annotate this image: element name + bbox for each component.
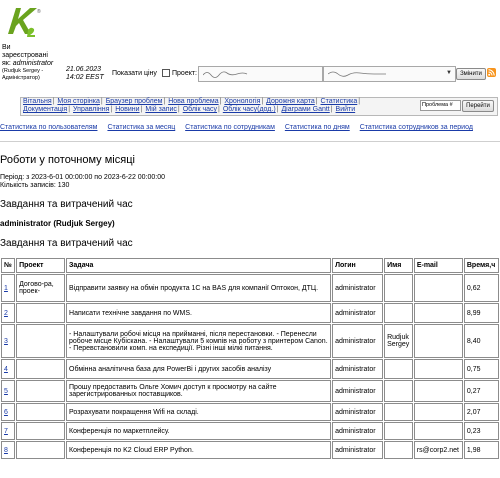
- svg-text:®: ®: [37, 9, 41, 15]
- row-task: Відправити заявку на обмін продукта 1С на BAS для компанії Оптокон, ДТЦ.: [69, 284, 319, 292]
- col-header-login: Логин: [332, 258, 383, 273]
- current-time: 14:02 EEST: [66, 74, 104, 81]
- go-button[interactable]: Перейти: [462, 100, 494, 112]
- row-time: 8,99: [466, 309, 481, 317]
- row-number-link[interactable]: 7: [4, 427, 8, 435]
- row-project-cell: [16, 324, 65, 358]
- row-login-cell: [332, 403, 383, 421]
- page-title: Роботи у поточному місяці: [0, 154, 135, 166]
- user-line2: зареєстровані: [2, 52, 48, 59]
- project-checkbox[interactable]: [162, 69, 170, 77]
- row-name-cell: [384, 441, 413, 459]
- stats-link-users[interactable]: Статистика по пользователям: [0, 124, 98, 131]
- row-task: Обмінна аналітична база для PowerBi і других засобів аналізу: [69, 365, 272, 373]
- row-email-cell: [414, 303, 463, 323]
- row-email-cell: [414, 403, 463, 421]
- row-time: 2,07: [466, 408, 481, 416]
- menu-item-manage[interactable]: Управління: [73, 106, 110, 113]
- row-time-cell: [464, 441, 499, 459]
- row-time-cell: [464, 359, 499, 379]
- row-number-link-cell[interactable]: [1, 359, 15, 379]
- row-number-link[interactable]: 6: [4, 408, 8, 416]
- divider: [0, 141, 500, 142]
- rss-icon[interactable]: [487, 68, 496, 77]
- scribble-icon: [203, 70, 263, 78]
- row-name-cell: [384, 274, 413, 302]
- col-header-project: Проект: [16, 258, 65, 273]
- row-project: Догово-ра, проек-: [19, 281, 54, 295]
- user-line1: Ви: [2, 44, 11, 51]
- row-number-link-cell[interactable]: [1, 303, 15, 323]
- row-task: Написати технічне завдання по WMS.: [69, 309, 192, 317]
- row-login: administrator: [335, 365, 376, 373]
- row-number-link[interactable]: 2: [4, 309, 8, 317]
- current-date: 21.06.2023: [66, 66, 102, 73]
- row-task-cell: [66, 441, 331, 459]
- row-project-cell: [16, 403, 65, 421]
- row-task-cell: [66, 422, 331, 440]
- col-header-number: №: [1, 258, 15, 273]
- menu-item-issues[interactable]: Браузер проблем: [105, 98, 163, 105]
- row-number-link-cell[interactable]: [1, 403, 15, 421]
- row-login-cell: [332, 274, 383, 302]
- table-row: [1, 422, 499, 440]
- record-count: Кількість записів: 130: [0, 182, 70, 189]
- row-number-link[interactable]: 5: [4, 387, 8, 395]
- row-time: 0,75: [466, 365, 481, 373]
- row-time-cell: [464, 274, 499, 302]
- stats-link-employees[interactable]: Статистика по сотрудникам: [185, 124, 275, 131]
- row-name-cell: [384, 380, 413, 402]
- menu-item-time-tracking-extra[interactable]: Облік часу(дод.): [222, 106, 276, 113]
- col-header-name: Имя: [384, 258, 413, 273]
- row-task-cell: [66, 274, 331, 302]
- row-login: administrator: [335, 387, 376, 395]
- current-datetime: [66, 66, 104, 82]
- row-time: 8,40: [466, 337, 481, 345]
- row-name-cell: [384, 303, 413, 323]
- period-text: Період: з 2023-6-01 00:00:00 по 2023-6-22 00:00:00: [0, 174, 166, 181]
- col-header-time: Время,ч: [464, 258, 499, 273]
- row-number-link[interactable]: 8: [4, 446, 8, 454]
- row-number-link-cell[interactable]: [1, 422, 15, 440]
- row-task: Прошу предоставить Ольге Хомич доступ к просмотру на сайте зарегистрированных поставщиков.: [69, 384, 277, 398]
- row-project-cell: [16, 274, 65, 302]
- row-time: 0,23: [466, 427, 481, 435]
- row-number-link-cell[interactable]: [1, 441, 15, 459]
- row-task-cell: [66, 380, 331, 402]
- row-login-cell: [332, 441, 383, 459]
- row-email-cell: [414, 441, 463, 459]
- menu-item-statistics[interactable]: Статистика: [320, 98, 358, 105]
- row-time: 1,98: [466, 446, 481, 454]
- show-price-label[interactable]: Показати ціну: [112, 70, 157, 77]
- row-project-cell: [16, 380, 65, 402]
- project-select-left[interactable]: [198, 66, 323, 82]
- row-name-cell: [384, 359, 413, 379]
- menu-row-1: Вітальня| Моя сторінка| Браузер проблем| Нова проблема| Хронологія| Дорожня карта| Статистика|: [23, 98, 361, 105]
- table-row: [1, 403, 499, 421]
- menu-item-home[interactable]: Вітальня: [23, 98, 52, 105]
- project-label: Проект:: [172, 69, 198, 77]
- table-row: [1, 359, 499, 379]
- change-button[interactable]: Змінити: [456, 68, 486, 80]
- row-task: Конференція по маркетплейсу.: [69, 427, 170, 435]
- col-header-email: E-mail: [414, 258, 463, 273]
- row-name: Rudjuk Sergey: [387, 334, 410, 348]
- row-email-cell: [414, 380, 463, 402]
- menu-item-my-page[interactable]: Моя сторінка: [57, 98, 100, 105]
- row-project-cell: [16, 422, 65, 440]
- table-header-row: [1, 258, 499, 273]
- row-email: rs@corp2.net: [416, 446, 459, 454]
- table-row: [1, 274, 499, 302]
- row-email-cell: [414, 324, 463, 358]
- row-login-cell: [332, 324, 383, 358]
- section-title-1: Завдання та витрачений час: [0, 199, 133, 210]
- row-time-cell: [464, 422, 499, 440]
- row-time-cell: [464, 403, 499, 421]
- user-prefix: як:: [2, 60, 13, 67]
- row-task-cell: [66, 403, 331, 421]
- table-body: [1, 274, 499, 459]
- k2-logo[interactable]: [4, 4, 44, 38]
- row-task: Розрахувати покращення Wifi на складі.: [69, 408, 199, 416]
- row-email-cell: [414, 422, 463, 440]
- menu-item-gantt[interactable]: Діаграми Gantt: [281, 106, 330, 113]
- row-task-cell: [66, 303, 331, 323]
- row-number-link[interactable]: 3: [4, 337, 8, 345]
- menu-item-history[interactable]: Хронологія: [224, 98, 261, 105]
- menu-item-time-tracking[interactable]: Облік часу: [182, 106, 218, 113]
- row-number-link-cell[interactable]: [1, 324, 15, 358]
- stats-link-month[interactable]: Статистика за месяц: [107, 124, 176, 131]
- row-task: - Налаштували робочі місця на прийманні, після перестановки. - Перенесли робоче місце Кубіскана. - Налаштували 5 компів на роботу з принтером Canon. - Перевстановили комп. на експедиції. Різні інші мілкі питання.: [69, 330, 328, 352]
- row-time-cell: [464, 380, 499, 402]
- row-project-cell: [16, 303, 65, 323]
- user-role: Адміністратор): [2, 74, 40, 81]
- user-line3: [2, 60, 58, 68]
- row-time: 0,62: [466, 284, 481, 292]
- col-header-task: Задача: [66, 258, 331, 273]
- row-name-cell: [384, 403, 413, 421]
- row-login: administrator: [335, 446, 376, 454]
- row-number-link[interactable]: 1: [4, 284, 8, 292]
- row-number-link-cell[interactable]: [1, 274, 15, 302]
- section-title-2: Завдання та витрачений час: [0, 238, 133, 249]
- user-login: administrator: [12, 60, 54, 67]
- row-name-cell: [384, 422, 413, 440]
- stats-link-period[interactable]: Статистика сотрудников за период: [359, 124, 473, 131]
- table-row: [1, 303, 499, 323]
- menu-row-2: Документація| Управління| Новини| Мій запис| Облік часу| Облік часу(дод.)| Діаграми Gantt| Вийти: [23, 106, 356, 113]
- row-login-cell: [332, 359, 383, 379]
- user-fullname: (Rudjuk Sergey -: [2, 68, 44, 74]
- row-task: Конференція по K2 Cloud ERP Python.: [69, 446, 194, 454]
- row-time-cell: [464, 303, 499, 323]
- scribble-icon: [328, 70, 398, 78]
- row-number-link[interactable]: 4: [4, 365, 8, 373]
- row-project-cell: [16, 359, 65, 379]
- table-row: [1, 380, 499, 402]
- menu-item-my-account[interactable]: Мій запис: [145, 106, 177, 113]
- menu-item-docs[interactable]: Документація: [23, 106, 68, 113]
- row-time: 0,27: [466, 387, 481, 395]
- row-email-cell: [414, 274, 463, 302]
- tasks-table: [0, 257, 500, 460]
- row-login-cell: [332, 380, 383, 402]
- problem-number-input[interactable]: Проблема #: [420, 100, 461, 111]
- row-time-cell: [464, 324, 499, 358]
- row-login: administrator: [335, 284, 376, 292]
- section-user: administrator (Rudjuk Sergey): [0, 219, 115, 228]
- chevron-down-icon: ▼: [446, 70, 452, 76]
- stats-link-days[interactable]: Статистика по дням: [284, 124, 350, 131]
- menu-item-logout[interactable]: Вийти: [335, 106, 356, 113]
- row-project-cell: [16, 441, 65, 459]
- stats-links: [0, 124, 481, 131]
- menu-item-new-issue[interactable]: Нова проблема: [168, 98, 219, 105]
- row-login: administrator: [335, 337, 376, 345]
- row-task-cell: [66, 324, 331, 358]
- user-info: [2, 44, 58, 81]
- row-name-cell: [384, 324, 413, 358]
- row-task-cell: [66, 359, 331, 379]
- row-login-cell: [332, 422, 383, 440]
- table-row: [1, 324, 499, 358]
- table-row: [1, 441, 499, 459]
- row-login: administrator: [335, 427, 376, 435]
- row-login: administrator: [335, 309, 376, 317]
- row-email-cell: [414, 359, 463, 379]
- project-select[interactable]: [323, 66, 456, 82]
- row-login: administrator: [335, 408, 376, 416]
- project-filter[interactable]: [162, 69, 197, 77]
- row-login-cell: [332, 303, 383, 323]
- row-number-link-cell[interactable]: [1, 380, 15, 402]
- period-info: [0, 174, 165, 190]
- menu-item-roadmap[interactable]: Дорожня карта: [266, 98, 315, 105]
- menu-item-news[interactable]: Новини: [115, 106, 140, 113]
